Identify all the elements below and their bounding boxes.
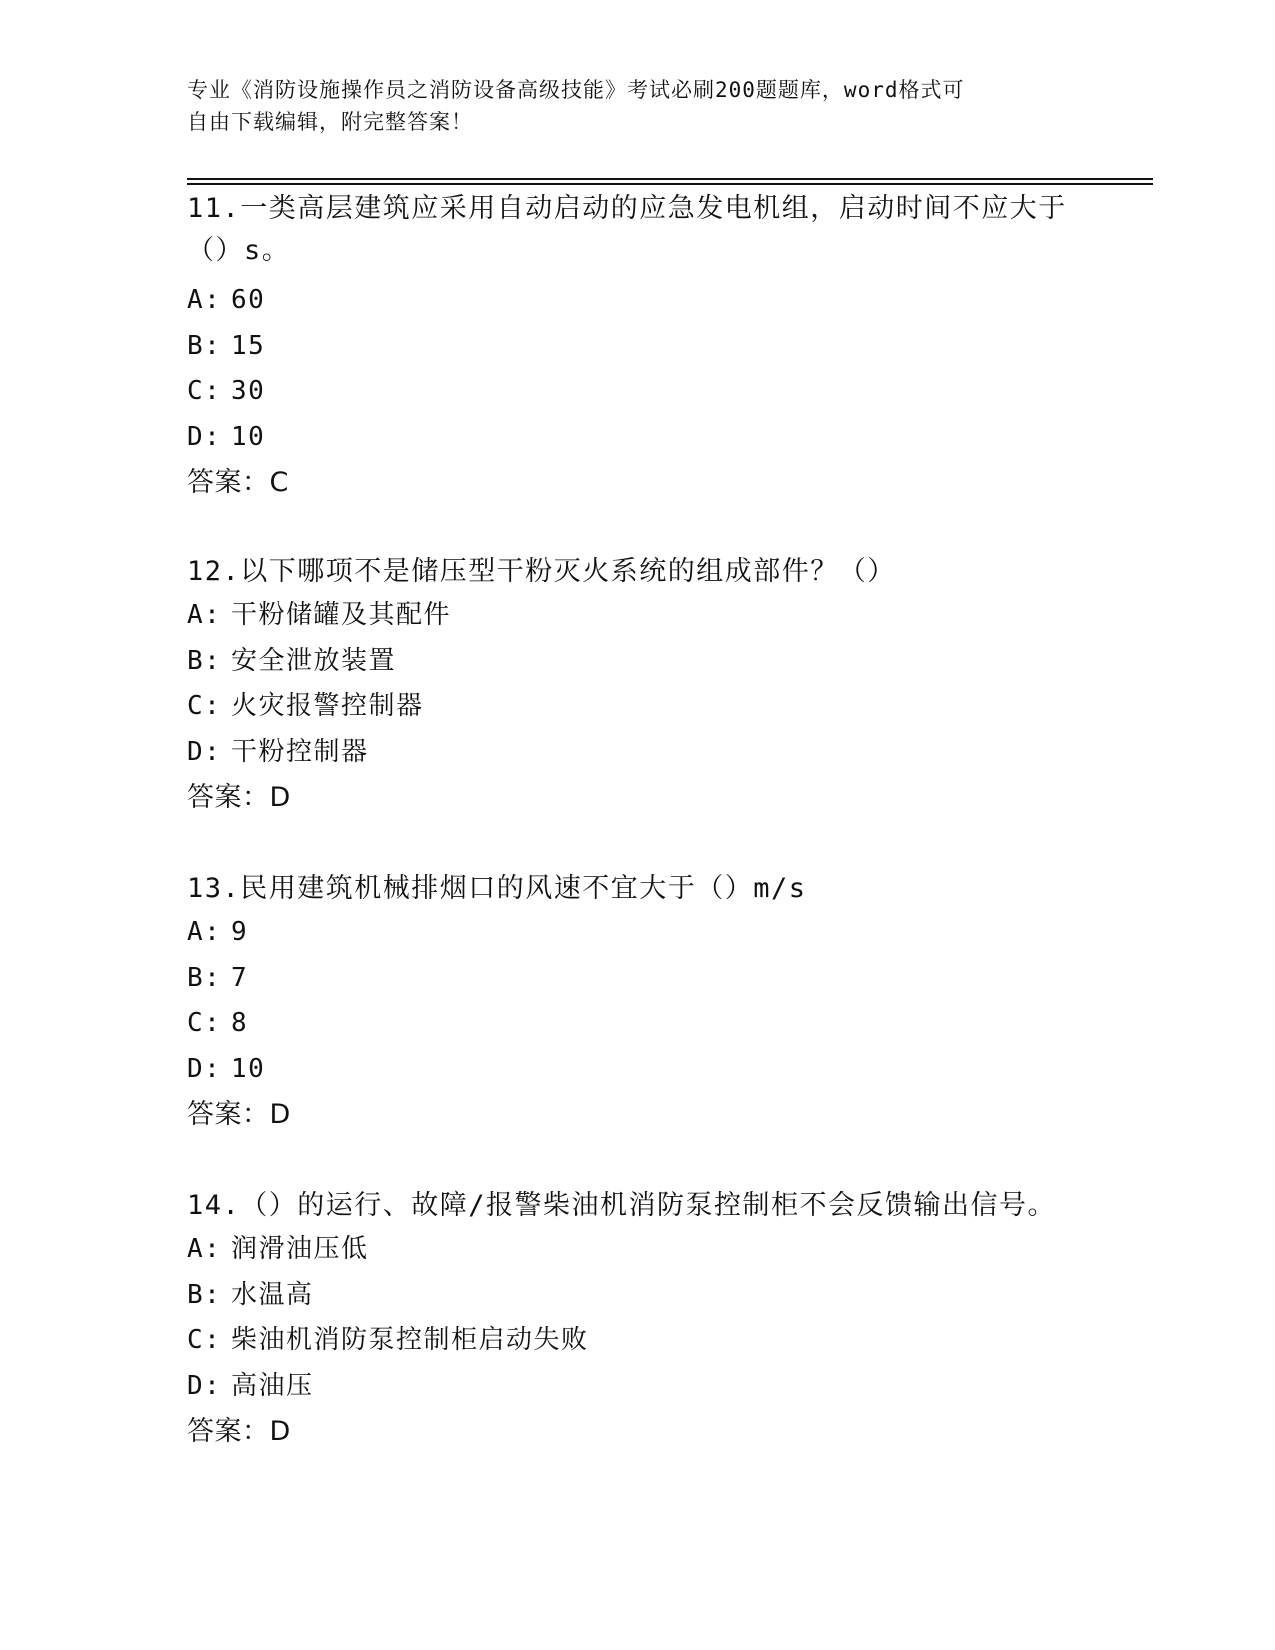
header-line-2: 自由下载编辑，附完整答案！ [187,110,473,134]
option-key: D: [187,736,222,767]
header-line-1: 专业《消防设施操作员之消防设备高级技能》考试必刷200题题库，word格式可 [187,78,965,102]
header-divider-bottom [187,183,1153,185]
option-key: C: [187,1325,222,1355]
option-text: 干粉储罐及其配件 [231,600,452,630]
option-list [187,1227,1087,1454]
option-key: A: [187,600,222,630]
question-stem-line-1: 14.（）的运行、故障/报警柴油机消防泵控制柜不会反馈输出信号。 [187,1190,1057,1221]
option-text: 60 [231,285,266,315]
option-text: 水温高 [231,1279,314,1310]
option-text: 干粉控制器 [231,736,369,767]
option-text: 润滑油压低 [231,1234,369,1264]
question-stem [187,870,1087,908]
option-c [187,1001,1087,1047]
option-a [187,278,1087,324]
option-b [187,1273,1087,1319]
option-b [187,639,1087,685]
option-key: A: [187,285,222,315]
option-key: D: [187,1370,222,1401]
option-d [187,1364,1087,1410]
option-text: 15 [231,330,266,361]
option-b [187,956,1087,1002]
option-text: 30 [231,376,266,406]
option-text: 火灾报警控制器 [231,691,424,721]
option-c [187,1318,1087,1364]
document-header [187,74,1077,138]
option-list [187,910,1087,1137]
answer-line: 答案：D [187,1099,291,1130]
option-text: 9 [231,917,249,947]
option-key: C: [187,376,222,406]
option-text: 8 [231,1008,249,1038]
option-a [187,593,1087,639]
option-text: 7 [231,962,249,993]
option-key: D: [187,1053,222,1084]
question-stem [187,1187,1087,1225]
question-stem-line-2: （）s。 [187,235,291,266]
option-d [187,1047,1087,1093]
option-text: 10 [231,1053,266,1084]
answer-line: 答案：C [187,467,289,498]
option-text: 柴油机消防泵控制柜启动失败 [231,1325,589,1355]
option-key: A: [187,1234,222,1264]
option-key: B: [187,645,222,676]
option-list [187,278,1087,505]
question-14 [187,1187,1087,1454]
option-key: D: [187,421,222,452]
answer-line: 答案：D [187,1416,291,1447]
option-d [187,415,1087,461]
option-text: 10 [231,421,266,452]
option-a [187,910,1087,956]
option-list [187,593,1087,820]
option-key: C: [187,691,222,721]
option-d [187,730,1087,776]
option-b [187,324,1087,370]
question-stem [187,553,1087,591]
question-11 [187,190,1087,505]
option-key: B: [187,962,222,993]
question-13 [187,870,1087,1137]
option-a [187,1227,1087,1273]
header-divider-top [187,178,1153,180]
question-12 [187,553,1087,820]
option-key: B: [187,1279,222,1310]
option-c [187,369,1087,415]
option-c [187,684,1087,730]
option-key: A: [187,917,222,947]
option-text: 高油压 [231,1370,314,1401]
option-key: C: [187,1008,222,1038]
option-text: 安全泄放装置 [231,645,397,676]
option-key: B: [187,330,222,361]
answer-line: 答案：D [187,782,291,813]
question-stem-line-1: 13.民用建筑机械排烟口的风速不宜大于（）m/s [187,873,807,904]
question-stem-line-1: 11.一类高层建筑应采用自动启动的应急发电机组，启动时间不应大于 [187,193,1067,224]
question-stem [187,190,1087,270]
question-stem-line-1: 12.以下哪项不是储压型干粉灭火系统的组成部件？（） [187,556,896,587]
